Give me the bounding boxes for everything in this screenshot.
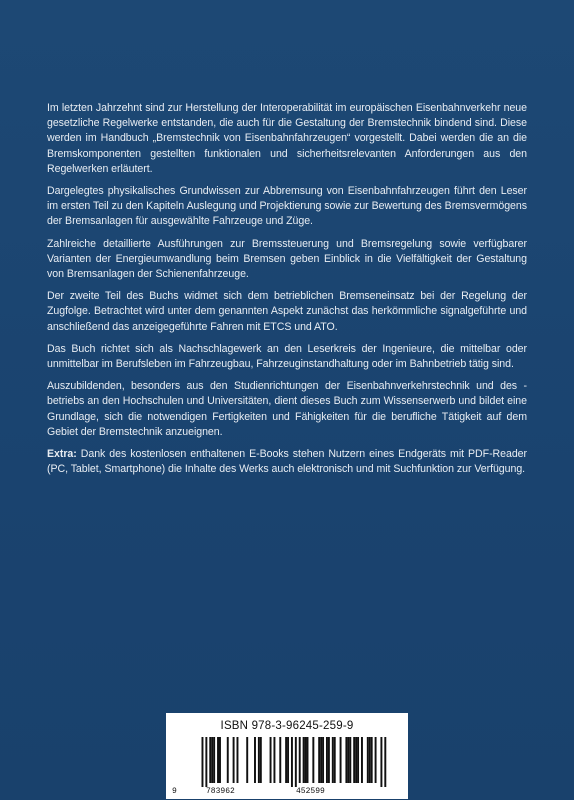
barcode-bar: [233, 737, 235, 783]
barcode-digits-left: 783962: [206, 787, 235, 796]
paragraph-students: Auszubildenden, besonders aus den Studienrichtungen der Eisenbahnverkehrstechnik und des -betriebs an den Hochschulen und Universitäten, dient dieses Buch zum Wissenserwerb und bildet eine Grundlage, sich die notwendigen Fertigkeiten und Fähigkeiten für die berufliche Tätigkeit auf dem Gebiet der Bremstechnik anzueignen.: [47, 380, 527, 438]
barcode-bar: [254, 737, 256, 783]
barcode-bar: [270, 737, 272, 783]
extra-label: Extra:: [47, 448, 77, 461]
barcode-digits: [166, 787, 408, 799]
barcode-bar: [307, 737, 309, 783]
barcode-bar: [202, 737, 204, 787]
barcode-bar: [332, 737, 334, 783]
paragraph-interoperability: Im letzten Jahrzehnt sind zur Herstellung der Interoperabilität im europäischen Eisenbahnverkehr neue gesetzliche Regelwerke entstanden, die auch für die Gestaltung der Bremstechnik bindend sind. Diese werden im Handbuch „Bremstechnik von Eisenbahnfahrzeugen“ vorgestellt. Dabei werden die an die Bremskomponenten gestellten funktionalen und sicherheitsrelevanten Anforderungen aus den Regelwerken erläutert.: [47, 102, 527, 175]
paragraph-audience: Das Buch richtet sich als Nachschlagewerk an den Leserkreis der Ingenieure, die mittelbar oder unmittelbar im Berufsleben im Fahrzeugbau, Fahrzeuginstandhaltung oder im Bahnbetrieb tätig sind.: [47, 342, 527, 371]
barcode-bar: [260, 737, 262, 783]
barcode-bar: [273, 737, 275, 783]
barcode-bar: [246, 737, 248, 783]
paragraph-extra: [47, 447, 527, 477]
barcode-bar: [349, 737, 351, 783]
barcode-bar: [328, 737, 330, 783]
barcode-bar: [320, 737, 322, 783]
barcode-bar: [326, 737, 328, 783]
barcode-bar: [305, 737, 307, 783]
barcode-bar: [219, 737, 221, 783]
barcode-bar: [299, 737, 301, 783]
barcode-bar: [340, 737, 342, 783]
paragraph-physics: Dargelegtes physikalisches Grundwissen zur Abbremsung von Eisenbahnfahrzeugen führt den Leser im ersten Teil zu den Kapiteln Auslegung und Projektierung sowie zur Bewertung des Bremsvermögens der Bremsanlagen für ausgewählte Fahrzeuge und Züge.: [47, 185, 527, 228]
barcode-bar: [279, 737, 281, 783]
barcode-bar: [312, 737, 314, 783]
barcode-bar: [355, 737, 357, 783]
barcode-bars: [184, 737, 396, 787]
barcode-digits-right: 452599: [296, 787, 325, 796]
paragraph-operations: Der zweite Teil des Buchs widmet sich dem betrieblichen Bremseneinsatz bei der Regelung der Zugfolge. Betrachtet wird unter dem genannten Aspekt zunächst das herkömmliche signalgeführte und anschließend das anzeigegeführte Fahren mit ETCS und ATO.: [47, 290, 527, 333]
barcode-bar: [209, 737, 211, 783]
barcode-bar: [205, 737, 207, 787]
barcode-bar: [322, 737, 324, 783]
barcode-bar: [287, 737, 289, 783]
barcode-bar: [291, 737, 293, 787]
barcode-bar: [318, 737, 320, 783]
barcode-bar: [227, 737, 229, 783]
barcode-bar: [353, 737, 355, 783]
barcode-bar: [384, 737, 386, 787]
blurb-text: [47, 101, 527, 484]
barcode-bar: [334, 737, 336, 783]
barcode-bar: [213, 737, 215, 783]
barcode-bar: [367, 737, 369, 783]
extra-text: Dank des kostenlosen enthaltenen E-Books stehen Nutzern eines Endgeräts mit PDF-Reader (PC, Tablet, Smartphone) die Inhalte des Werks auch elektronisch und mit Suchfunktion zur Verfügung.: [47, 448, 527, 476]
barcode-bar: [345, 737, 347, 783]
barcode-bar: [380, 737, 382, 787]
barcode-bar: [285, 737, 287, 783]
barcode-bar: [258, 737, 260, 783]
barcode-bar: [237, 737, 239, 783]
barcode-bar: [369, 737, 371, 783]
barcode-bar: [211, 737, 213, 783]
barcode-bar: [217, 737, 219, 783]
barcode-bar: [371, 737, 373, 783]
isbn-label: ISBN 978-3-96245-259-9: [220, 720, 354, 732]
barcode-bar: [357, 737, 359, 783]
barcode-bar: [347, 737, 349, 783]
barcode-digit-lead: 9: [172, 787, 177, 796]
paragraph-brake-control: Zahlreiche detaillierte Ausführungen zur Bremssteuerung und Bremsregelung sowie verfügbarer Varianten der Energieumwandlung beim Bremsen geben Einblick in die Vielfältigkeit der Gestaltung von Bremsanlagen der Schienenfahrzeuge.: [47, 237, 527, 281]
barcode-bar: [361, 737, 363, 783]
barcode-bar: [375, 737, 377, 783]
isbn-barcode: [166, 713, 408, 799]
barcode-bar: [303, 737, 305, 783]
barcode-bar: [295, 737, 297, 787]
